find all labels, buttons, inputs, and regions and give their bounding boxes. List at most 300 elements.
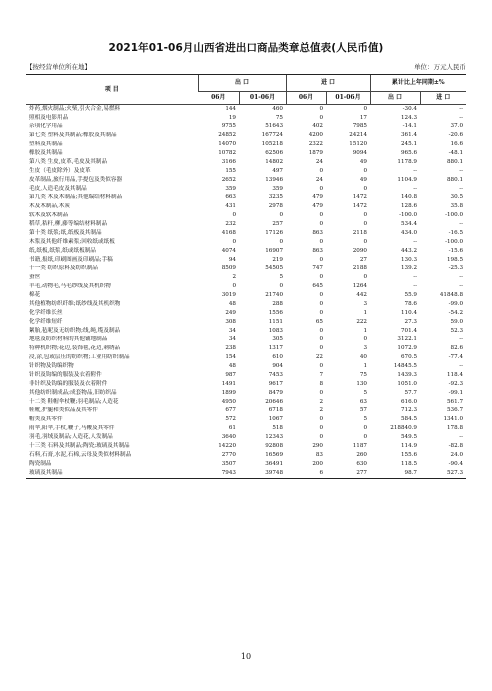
table-container (26, 74, 466, 479)
table-row (26, 141, 466, 150)
cell-import-jan-jun: 9094 (352, 150, 367, 157)
cell-export-yoy: 3122.1 (397, 336, 417, 343)
cell-export-jan-jun: 13946 (265, 176, 283, 183)
header-yoy-import: 进 口 (420, 92, 466, 105)
cell-export-jan-jun: 1067 (268, 416, 283, 423)
table-row (26, 327, 466, 336)
cell-export-jan-jun: 288 (272, 300, 283, 307)
cell-import-jan-jun: 5 (363, 389, 367, 396)
cell-export-june: 0 (232, 212, 236, 219)
cell-item-name: 十三类 石料及其制品;陶瓷;玻璃及其制品 (29, 442, 130, 449)
cell-export-june: 34 (228, 327, 236, 334)
cell-import-yoy: -- (459, 114, 464, 121)
cell-import-yoy: 527.3 (420, 469, 466, 478)
cell-export-june: 48 (228, 300, 236, 307)
header-export: 出 口 (198, 75, 286, 92)
table-row (26, 425, 466, 434)
cell-import-june: 65 (315, 318, 323, 325)
cell-export-yoy: 712.3 (400, 407, 417, 414)
cell-import-yoy: 880.1 (447, 158, 464, 165)
cell-export-jan-jun: 9617 (268, 380, 283, 387)
cell-export-jan-jun: 167724 (261, 132, 283, 139)
table-row (26, 362, 466, 371)
cell-export-june: 34 (228, 336, 236, 343)
cell-import-jan-jun: 24214 (349, 132, 367, 139)
cell-export-june: 987 (225, 371, 236, 378)
cell-import-jan-jun: 1264 (352, 283, 367, 290)
table-row (26, 371, 466, 380)
cell-item-name: 木及木制品,木炭 (29, 203, 70, 210)
cell-import-june: 0 (319, 416, 323, 423)
table-row (26, 380, 466, 389)
page-number: 10 (240, 652, 252, 661)
cell-export-jan-jun: 5 (279, 274, 283, 281)
cell-export-yoy: 55.9 (404, 292, 417, 299)
table-row (26, 283, 466, 292)
cell-import-yoy: 118.4 (447, 371, 464, 378)
cell-item-name: 塑料及其制品 (29, 141, 63, 148)
cell-export-yoy: 139.2 (400, 265, 417, 272)
table-row (26, 300, 466, 309)
cell-import-yoy: 1341.0 (443, 416, 464, 423)
cell-item-name: 棉花 (29, 292, 41, 299)
cell-item-name: 杂项化学用品 (29, 123, 63, 130)
cell-import-jan-jun: 0 (363, 425, 367, 432)
cell-export-june: 2770 (221, 451, 236, 458)
cell-import-june: 747 (312, 265, 323, 272)
cell-import-yoy: -15.6 (448, 247, 464, 254)
cell-export-yoy: 1439.3 (397, 371, 417, 378)
cell-import-june: 290 (312, 442, 323, 449)
cell-import-june: 4200 (308, 132, 323, 139)
cell-import-yoy: -92.3 (448, 380, 464, 387)
cell-import-jan-jun: 17 (359, 114, 367, 121)
cell-import-yoy: -82.8 (448, 442, 464, 449)
cell-export-jan-jun: 21740 (265, 292, 283, 299)
cell-export-yoy: 98.7 (370, 469, 420, 478)
cell-export-jan-jun: 8479 (268, 389, 283, 396)
cell-item-name: 第九类 木及木制品;其他编结材料制品 (29, 194, 123, 201)
cell-item-name: 软木及软木制品 (29, 212, 69, 219)
cell-import-june: 22 (315, 354, 323, 361)
cell-export-yoy: -100.0 (399, 212, 417, 219)
cell-export-yoy: 130.3 (400, 256, 417, 263)
table-row (26, 398, 466, 407)
cell-export-jan-jun: 460 (272, 105, 283, 112)
cell-import-jan-jun: 0 (363, 238, 367, 245)
cell-item-name: 羽毛,羽绒及制品;人造花,人发制品 (29, 434, 113, 441)
cell-item-name: 照相及电影用品 (29, 114, 69, 121)
cell-export-jan-jun: 904 (272, 363, 283, 370)
cell-export-yoy: 549.5 (400, 434, 417, 441)
cell-import-yoy: -- (459, 434, 464, 441)
cell-import-yoy: 37.0 (450, 123, 464, 130)
cell-import-jan-jun: 3 (363, 345, 367, 352)
cell-import-jan-jun: 1472 (352, 203, 367, 210)
cell-import-yoy: -100.0 (445, 212, 464, 219)
cell-import-jan-jun: 0 (363, 434, 367, 441)
cell-import-jan-jun: 0 (363, 105, 367, 112)
table-row (26, 389, 466, 398)
cell-export-jan-jun: 1083 (268, 327, 283, 334)
cell-export-yoy: 155.6 (400, 451, 417, 458)
cell-export-jan-jun: 0 (279, 238, 283, 245)
cell-item-name: 地毯及纺织材料的其他铺地制品 (29, 336, 108, 343)
cell-export-yoy: 27.3 (404, 318, 417, 325)
cell-import-jan-jun: 75 (359, 371, 367, 378)
cell-export-yoy: 1178.9 (397, 158, 417, 165)
cell-import-jan-jun: 0 (363, 336, 367, 343)
table-row (26, 229, 466, 238)
cell-import-jan-jun: 222 (356, 318, 367, 325)
cell-item-name: 木浆及其他纤维素浆;回收纸或纸板 (29, 238, 115, 245)
table-row (26, 212, 466, 221)
cell-export-yoy: 118.5 (400, 460, 417, 467)
cell-export-yoy: 245.1 (400, 141, 417, 148)
cell-export-jan-jun: 3235 (268, 194, 283, 201)
cell-export-yoy: 124.3 (400, 114, 417, 121)
table-row (26, 442, 466, 451)
cell-export-june: 94 (228, 256, 236, 263)
cell-export-jan-jun: 0 (279, 212, 283, 219)
cell-import-jan-jun: 442 (356, 292, 367, 299)
cell-item-name: 第七类 塑料及其制品;橡胶及其制品 (29, 132, 117, 139)
cell-import-june: 0 (319, 105, 323, 112)
cell-import-yoy: -20.6 (448, 132, 464, 139)
cell-item-name: 帽类及其零件 (29, 416, 63, 423)
cell-export-yoy: 616.0 (400, 398, 417, 405)
cell-export-june: 0 (232, 238, 236, 245)
cell-item-name: 化学纤维短纤 (29, 318, 63, 325)
cell-import-jan-jun: 2188 (352, 265, 367, 272)
cell-export-yoy: 965.6 (400, 150, 417, 157)
cell-export-jan-jun: 257 (272, 221, 283, 228)
cell-export-yoy: 584.5 (400, 416, 417, 423)
cell-import-jan-jun: 1187 (352, 442, 367, 449)
table-row (26, 158, 466, 167)
table-subheader (26, 62, 466, 72)
cell-item-name: 针织及钩编的服装及衣着附件 (29, 371, 102, 378)
cell-export-yoy: 218840.9 (390, 425, 417, 432)
cell-export-yoy: 14845.5 (393, 363, 417, 370)
cell-export-jan-jun: 518 (272, 425, 283, 432)
cell-import-june: 200 (312, 460, 323, 467)
cell-item-name: 针织物及钩编织物 (29, 363, 74, 370)
cell-export-jan-jun: 62506 (265, 150, 283, 157)
cell-export-yoy: 534.4 (400, 221, 417, 228)
cell-import-june: 0 (319, 212, 323, 219)
cell-import-yoy: -77.4 (448, 354, 464, 361)
cell-export-june: 249 (225, 309, 236, 316)
cell-export-yoy: -- (413, 274, 417, 281)
cell-import-yoy: 30.5 (450, 194, 464, 201)
cell-item-name: 十二类 鞋帽伞杖鞭;羽毛制品;人造花 (29, 398, 119, 405)
cell-import-june: 0 (319, 425, 323, 432)
cell-import-jan-jun: 260 (356, 451, 367, 458)
cell-item-name: 第八类 生皮,皮革,毛皮及其制品 (29, 158, 108, 165)
cell-item-name: 皮革制品,旅行用品,手提包及类似容器 (29, 176, 123, 183)
table-row (26, 123, 466, 132)
table-row (26, 451, 466, 460)
statistics-basis-note: 【按经营单位所在地】 (26, 63, 91, 71)
cell-export-june: 359 (225, 185, 236, 192)
cell-export-june: 4950 (221, 398, 236, 405)
cell-item-name: 玻璃及其制品 (26, 469, 198, 478)
cell-export-june: 14220 (218, 442, 236, 449)
cell-export-jan-jun: 305 (272, 336, 283, 343)
cell-export-june: 24852 (218, 132, 236, 139)
table-row (26, 318, 466, 327)
cell-export-yoy: -- (413, 283, 417, 290)
cell-export-june: 4074 (221, 247, 236, 254)
cell-import-june: 0 (319, 256, 323, 263)
cell-export-jan-jun: 36491 (265, 460, 283, 467)
cell-import-jan-jun: 5 (363, 416, 367, 423)
cell-export-jan-jun: 0 (279, 283, 283, 290)
cell-export-june: 2 (232, 274, 236, 281)
table-row (26, 416, 466, 425)
cell-export-jan-jun: 14802 (265, 158, 283, 165)
cell-item-name: 浸,涂,包或层压的纺织物;工业用纺织制品 (29, 354, 130, 361)
cell-import-june: 8 (319, 380, 323, 387)
table-body (26, 105, 466, 479)
cell-import-june: 0 (319, 238, 323, 245)
header-export-cumulative: 01-06月 (239, 92, 286, 105)
table-row (26, 291, 466, 300)
cell-export-jan-jun: 1556 (268, 309, 283, 316)
cell-import-yoy: -16.5 (448, 229, 464, 236)
cell-export-yoy: 57.7 (404, 389, 417, 396)
cell-export-june: 10782 (218, 150, 236, 157)
cell-export-jan-jun: 610 (272, 354, 283, 361)
cell-import-jan-jun: 1 (363, 363, 367, 370)
cell-import-june: 0 (319, 292, 323, 299)
cell-import-june: 2322 (308, 141, 323, 148)
cell-export-june: 61 (228, 425, 236, 432)
cell-export-june: 1491 (221, 380, 236, 387)
cell-import-yoy: -25.3 (448, 265, 464, 272)
cell-export-yoy: -- (413, 185, 417, 192)
cell-import-june: 0 (319, 345, 323, 352)
cell-import-jan-jun: 630 (356, 460, 367, 467)
table-row (26, 460, 466, 469)
cell-item-name: 纸,纸板,纸浆,纸或纸板制品 (29, 247, 96, 254)
cell-import-june: 0 (319, 336, 323, 343)
table-row (26, 345, 466, 354)
cell-import-yoy: 52.3 (450, 327, 464, 334)
cell-export-jan-jun: 2978 (268, 203, 283, 210)
cell-export-jan-jun: 359 (272, 185, 283, 192)
cell-import-yoy: -48.1 (448, 150, 464, 157)
cell-import-june: 0 (319, 300, 323, 307)
cell-import-june: 479 (312, 194, 323, 201)
cell-export-jan-jun: 16569 (265, 451, 283, 458)
cell-export-june: 19 (228, 114, 236, 121)
header-export-month: 06月 (198, 92, 239, 105)
cell-export-yoy: -14.1 (402, 123, 417, 130)
cell-export-june: 677 (225, 407, 236, 414)
cell-export-june: 9755 (221, 123, 236, 130)
cell-import-yoy: -- (459, 185, 464, 192)
trade-value-table (26, 74, 466, 479)
table-row (26, 149, 466, 158)
cell-export-yoy: 1072.9 (397, 345, 417, 352)
cell-export-june: 154 (225, 354, 236, 361)
cell-import-june: 0 (319, 363, 323, 370)
table-row (26, 194, 466, 203)
cell-export-jan-jun: 497 (272, 167, 283, 174)
table-row (26, 114, 466, 123)
cell-export-jan-jun: 16907 (265, 247, 283, 254)
cell-import-jan-jun: 7985 (352, 123, 367, 130)
cell-export-june: 1899 (221, 389, 236, 396)
table-row (26, 274, 466, 283)
cell-item-name: 第十类 纸浆;纸,纸板及其制品 (29, 229, 102, 236)
cell-import-jan-jun: 1 (363, 309, 367, 316)
cell-export-jan-jun: 7453 (268, 371, 283, 378)
table-row (26, 247, 466, 256)
cell-item-name: 炸药,烟火制品;火柴,引火合金,易燃料 (29, 105, 121, 112)
cell-import-jan-jun: 130 (356, 380, 367, 387)
cell-import-jan-jun: 0 (363, 221, 367, 228)
cell-export-jan-jun: 219 (272, 256, 283, 263)
cell-export-june: 3166 (221, 158, 236, 165)
cell-export-june: 0 (232, 283, 236, 290)
cell-export-jan-jun: 1151 (268, 318, 283, 325)
cell-import-jan-jun: 3 (363, 300, 367, 307)
cell-import-june: 6 (286, 469, 326, 478)
cell-import-yoy: 880.1 (447, 176, 464, 183)
cell-item-name: 橡胶及其制品 (29, 150, 63, 157)
cell-import-june: 863 (312, 247, 323, 254)
table-row (26, 407, 466, 416)
cell-import-june: 1879 (308, 150, 323, 157)
header-yoy-export: 出 口 (370, 92, 420, 105)
cell-export-jan-jun: 6718 (268, 407, 283, 414)
cell-import-june: 0 (319, 274, 323, 281)
cell-import-yoy: -- (459, 274, 464, 281)
cell-import-yoy: -- (459, 283, 464, 290)
cell-item-name: 雨伞,阳伞,手杖,鞭子,马鞭及其零件 (29, 425, 115, 432)
cell-import-yoy: -- (459, 105, 464, 112)
cell-export-yoy: 443.2 (400, 247, 417, 254)
table-row (26, 132, 466, 141)
table-row (26, 256, 466, 265)
cell-export-jan-jun: 12343 (265, 434, 283, 441)
cell-item-name: 稻草,秸秆,柳,藤等编结材料制品 (29, 221, 108, 228)
cell-import-jan-jun: 49 (359, 158, 367, 165)
cell-import-yoy: 178.8 (447, 425, 464, 432)
table-row (26, 203, 466, 212)
cell-export-jan-jun: 1317 (268, 345, 283, 352)
cell-import-june: 479 (312, 203, 323, 210)
cell-export-yoy: 1051.0 (397, 380, 417, 387)
cell-export-yoy: -- (413, 238, 417, 245)
header-import: 进 口 (286, 75, 370, 92)
cell-import-june: 0 (319, 389, 323, 396)
cell-import-yoy: 82.6 (450, 345, 464, 352)
cell-import-june: 0 (319, 114, 323, 121)
cell-import-jan-jun: 2090 (352, 247, 367, 254)
cell-import-june: 0 (319, 327, 323, 334)
cell-export-june: 238 (225, 345, 236, 352)
table-row (26, 105, 466, 114)
header-item: 项 目 (26, 75, 198, 105)
cell-item-name: 陶瓷制品 (29, 460, 52, 467)
cell-import-jan-jun: 277 (326, 469, 370, 478)
cell-import-jan-jun: 49 (359, 176, 367, 183)
cell-item-name: 书籍,报纸,印刷图画及印刷品;手稿 (29, 256, 113, 263)
cell-export-yoy: 1104.9 (397, 176, 417, 183)
cell-export-yoy: 361.4 (400, 132, 417, 139)
cell-import-june: 24 (315, 158, 323, 165)
cell-item-name: 特种机织物;花边,装饰毯,花边,刺绣品 (29, 345, 121, 352)
cell-export-june: 48 (228, 363, 236, 370)
cell-import-yoy: 35.8 (450, 203, 464, 210)
unit-note: 单位：万元人民币 (414, 63, 466, 71)
cell-item-name: 毛皮,人造毛皮及其制品 (29, 185, 87, 192)
cell-import-june: 2 (319, 407, 323, 414)
cell-import-yoy: 536.7 (447, 407, 464, 414)
table-row (26, 185, 466, 194)
cell-item-name: 蚕丝 (29, 274, 41, 281)
cell-import-june: 0 (319, 309, 323, 316)
cell-export-jan-jun: 20646 (265, 398, 283, 405)
cell-export-yoy: 110.4 (400, 309, 417, 316)
cell-export-june: 3640 (221, 434, 236, 441)
cell-export-june: 663 (225, 194, 236, 201)
cell-export-yoy: 128.6 (400, 203, 417, 210)
cell-import-jan-jun: 0 (363, 167, 367, 174)
cell-import-yoy: 41848.8 (439, 292, 464, 299)
cell-export-june: 4168 (221, 229, 236, 236)
cell-import-yoy: 59.0 (450, 318, 464, 325)
cell-import-june: 0 (319, 185, 323, 192)
cell-import-june: 645 (312, 283, 323, 290)
cell-export-june: 308 (225, 318, 236, 325)
cell-export-yoy: -30.4 (402, 105, 417, 112)
cell-export-jan-jun: 54505 (265, 265, 283, 272)
cell-import-yoy: -- (459, 336, 464, 343)
table-row (26, 167, 466, 176)
cell-item-name: 鞋靴,护腿和类似品及其零件 (29, 407, 98, 414)
cell-export-june: 14070 (218, 141, 236, 148)
cell-export-june: 3019 (221, 292, 236, 299)
header-import-month: 06月 (286, 92, 326, 105)
header-import-cumulative: 01-06月 (326, 92, 370, 105)
cell-item-name: 石料,石膏,水泥,石棉,云母及类似材料制品 (29, 451, 132, 458)
cell-export-yoy: 78.6 (404, 300, 417, 307)
table-row (26, 469, 466, 478)
cell-import-yoy: 198.5 (447, 256, 464, 263)
cell-item-name: 其他纺织制成品;成套物品,旧纺织品 (29, 389, 117, 396)
cell-import-june: 24 (315, 176, 323, 183)
cell-item-name: 十一类 纺织原料及纺织制品 (29, 265, 98, 272)
cell-import-yoy: -99.0 (448, 300, 464, 307)
table-row (26, 336, 466, 345)
cell-export-yoy: 434.0 (400, 229, 417, 236)
cell-import-june: 0 (319, 167, 323, 174)
cell-import-jan-jun: 2118 (352, 229, 367, 236)
cell-import-june: 863 (312, 229, 323, 236)
cell-export-june: 7943 (198, 469, 239, 478)
cell-import-jan-jun: 1472 (352, 194, 367, 201)
table-row (26, 220, 466, 229)
cell-import-jan-jun: 57 (359, 407, 367, 414)
table-row (26, 354, 466, 363)
cell-item-name: 生皮（毛皮除外）及皮革 (29, 167, 91, 174)
cell-export-june: 232 (225, 221, 236, 228)
